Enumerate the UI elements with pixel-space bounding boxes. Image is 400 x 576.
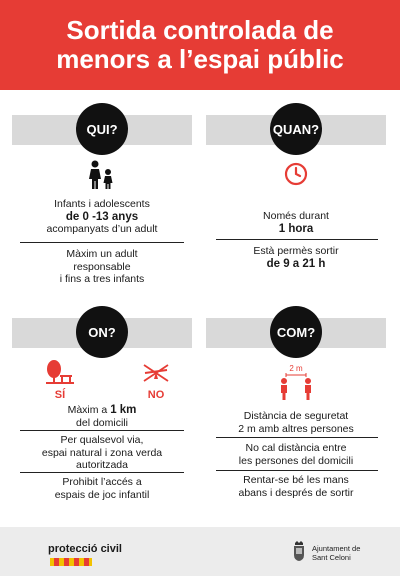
divider bbox=[216, 437, 378, 438]
quan-block-1 bbox=[206, 210, 386, 235]
proteccio-civil-logo bbox=[50, 558, 92, 566]
quan-line: Està permès sortir bbox=[253, 245, 339, 257]
quan-badge: QUAN? bbox=[270, 103, 322, 155]
seesaw-icon bbox=[141, 362, 171, 384]
com-line: Distància de seguretat bbox=[243, 410, 349, 422]
on-line: Per qualsevol via, bbox=[60, 434, 144, 446]
on-block-2 bbox=[12, 434, 192, 472]
title-line-2: menors a l’espai públic bbox=[56, 44, 344, 74]
on-line: espais de joc infantil bbox=[54, 488, 150, 501]
com-line: les persones del domicili bbox=[238, 454, 354, 467]
on-no-label: NO bbox=[147, 389, 165, 401]
clock-icon bbox=[284, 162, 308, 186]
qui-block-1 bbox=[12, 198, 192, 236]
quan-block-2 bbox=[206, 245, 386, 270]
qui-line: Infants i adolescents bbox=[54, 198, 150, 210]
com-line: 2 m amb altres persones bbox=[238, 422, 354, 435]
tree-park-icon bbox=[44, 360, 76, 386]
divider bbox=[216, 470, 378, 471]
distance-label: 2 m bbox=[289, 364, 303, 373]
title-line-1: Sortida controlada de bbox=[66, 15, 334, 45]
divider bbox=[20, 472, 184, 473]
qui-line: Màxim un adult bbox=[66, 248, 138, 260]
on-line: Prohibit l’accés a bbox=[62, 476, 142, 488]
on-yes-label: SÍ bbox=[54, 389, 66, 401]
quan-duration: 1 hora bbox=[278, 222, 314, 235]
com-block-1 bbox=[206, 410, 386, 435]
qui-line: responsable bbox=[73, 260, 131, 273]
ajuntament-label bbox=[312, 544, 360, 562]
qui-badge: QUI? bbox=[76, 103, 128, 155]
com-block-3 bbox=[206, 474, 386, 499]
on-block-1 bbox=[12, 404, 192, 429]
family-icon bbox=[86, 160, 118, 190]
ajuntament-line: Ajuntament de bbox=[312, 544, 361, 553]
qui-line: i fins a tres infants bbox=[59, 273, 145, 285]
com-line: abans i després de sortir bbox=[238, 486, 354, 499]
on-block-3 bbox=[12, 476, 192, 501]
divider bbox=[20, 242, 184, 243]
quan-line: Només durant bbox=[263, 210, 329, 222]
qui-line: acompanyats d’un adult bbox=[46, 223, 158, 235]
on-line: espai natural i zona verda bbox=[41, 446, 163, 459]
on-line: autoritzada bbox=[76, 459, 128, 471]
com-line: No cal distància entre bbox=[245, 442, 347, 454]
ajuntament-line: Sant Celoni bbox=[312, 553, 351, 562]
com-block-2 bbox=[206, 442, 386, 467]
title-banner bbox=[0, 0, 400, 90]
qui-block-2 bbox=[12, 248, 192, 286]
qui-age: de 0 -13 anys bbox=[65, 210, 139, 223]
divider bbox=[20, 430, 184, 431]
on-line: del domicili bbox=[76, 416, 128, 429]
proteccio-civil-label: protecció civil bbox=[48, 543, 122, 555]
on-prefix: Màxim a bbox=[67, 404, 111, 416]
two-people-distance-icon bbox=[276, 372, 316, 400]
on-badge: ON? bbox=[76, 306, 128, 358]
com-badge: COM? bbox=[270, 306, 322, 358]
town-crest-icon bbox=[292, 540, 306, 562]
on-distance: 1 km bbox=[110, 404, 137, 416]
divider bbox=[216, 239, 378, 240]
com-line: Rentar-se bé les mans bbox=[243, 474, 349, 486]
quan-hours: de 9 a 21 h bbox=[266, 257, 326, 270]
